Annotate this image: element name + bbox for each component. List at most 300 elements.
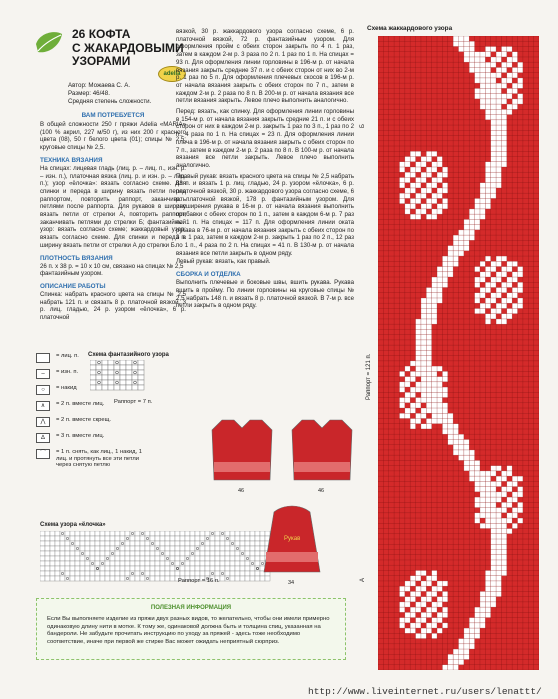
pattern-cell	[491, 298, 496, 303]
pattern-cell	[485, 487, 490, 492]
legend-symbol: ∧	[36, 401, 50, 411]
pattern-cell	[426, 293, 431, 298]
pattern-cell	[459, 450, 464, 455]
left-column	[40, 112, 186, 322]
pattern-cell	[475, 209, 480, 214]
pattern-cell	[496, 172, 501, 177]
grid-cell	[140, 556, 145, 561]
pattern-cell	[501, 529, 506, 534]
pattern-cell	[496, 497, 501, 502]
grid-cell	[70, 546, 75, 551]
grid-cell	[45, 561, 50, 566]
pattern-cell	[496, 115, 501, 120]
pattern-cell	[426, 350, 431, 355]
grid-cell	[180, 531, 185, 536]
grid-cell	[180, 556, 185, 561]
grid-cell	[175, 551, 180, 556]
pattern-cell	[405, 209, 410, 214]
grid-cell	[140, 576, 145, 581]
pattern-cell	[475, 282, 480, 287]
pattern-cell	[416, 356, 421, 361]
pattern-cell	[421, 188, 426, 193]
pattern-cell	[518, 487, 523, 492]
pattern-cell	[421, 387, 426, 392]
pattern-cell	[442, 392, 447, 397]
grid-cell	[108, 385, 114, 390]
pattern-cell	[459, 434, 464, 439]
pattern-cell	[480, 261, 485, 266]
pattern-cell	[416, 329, 421, 334]
pattern-cell	[491, 88, 496, 93]
pattern-cell	[421, 618, 426, 623]
footer-url[interactable]: http://www.liveinternet.ru/users/lenattt/	[308, 686, 542, 697]
pattern-cell	[518, 502, 523, 507]
pattern-cell	[507, 497, 512, 502]
pattern-cell	[507, 529, 512, 534]
pattern-cell	[437, 377, 442, 382]
pattern-cell	[432, 198, 437, 203]
grid-cell	[165, 546, 170, 551]
grid-cell	[185, 566, 190, 571]
grid-cell	[75, 536, 80, 541]
pattern-cell	[421, 408, 426, 413]
pattern-cell	[410, 377, 415, 382]
pattern-cell	[475, 277, 480, 282]
pattern-cell	[437, 418, 442, 423]
pattern-cell	[475, 78, 480, 83]
pattern-cell	[491, 576, 496, 581]
legend-item	[34, 430, 174, 446]
pattern-cell	[469, 214, 474, 219]
pattern-cell	[496, 466, 501, 471]
pattern-cell	[485, 508, 490, 513]
info-heading: ПОЛЕЗНАЯ ИНФОРМАЦИЯ	[150, 605, 232, 611]
grid-cell	[120, 576, 125, 581]
grid-cell	[170, 566, 175, 571]
pattern-cell	[459, 36, 464, 41]
pattern-cell	[501, 151, 506, 156]
legend-symbol	[36, 353, 50, 363]
pattern-cell	[518, 78, 523, 83]
pattern-cell	[469, 466, 474, 471]
pattern-cell	[464, 439, 469, 444]
pattern-cell	[491, 308, 496, 313]
pattern-cell	[480, 597, 485, 602]
grid-cell	[160, 576, 165, 581]
pattern-cell	[416, 607, 421, 612]
pattern-cell	[475, 502, 480, 507]
fantasy-chart	[88, 352, 178, 405]
grid-cell	[110, 556, 115, 561]
pattern-cell	[485, 523, 490, 528]
pattern-cell	[426, 167, 431, 172]
pattern-cell	[485, 476, 490, 481]
grid-cell	[155, 536, 160, 541]
pattern-cell	[475, 308, 480, 313]
fantasy-chart-title: Схема фантазийного узора	[88, 352, 169, 358]
pattern-cell	[485, 94, 490, 99]
pattern-cell	[491, 267, 496, 272]
pattern-cell	[475, 481, 480, 486]
grid-cell	[170, 561, 175, 566]
grid-cell	[105, 576, 110, 581]
info-box	[36, 598, 346, 660]
info-text: Если Вы выполняете изделие из пряжи двух разных видов, то желательно, чтобы они имели примерно одинаковую длину нити в мотке. К тому же, одинаковой должна быть и толщина спиц, указанная на бандероли. Не забудьте прочитать инструкцию по уходу за пряжей - здесь тоже необходимо соответствие, иначе при первой же стирке Вас может ожидать неприятный сюрприз.	[47, 616, 330, 645]
grid-cell	[90, 385, 96, 390]
pattern-cell	[485, 591, 490, 596]
pattern-cell	[491, 104, 496, 109]
grid-cell	[185, 541, 190, 546]
pattern-cell	[416, 413, 421, 418]
pattern-cell	[496, 57, 501, 62]
pattern-cell	[501, 99, 506, 104]
pattern-cell	[518, 492, 523, 497]
pattern-cell	[405, 377, 410, 382]
pattern-cell	[480, 288, 485, 293]
grid-cell	[195, 561, 200, 566]
grid-cell	[80, 556, 85, 561]
pattern-cell	[501, 523, 506, 528]
grid-cell	[130, 531, 135, 536]
pattern-cell	[485, 586, 490, 591]
grid-cell	[108, 370, 114, 375]
grid-cell	[120, 360, 126, 365]
pattern-cell	[410, 151, 415, 156]
grid-cell	[100, 561, 105, 566]
grid-cell	[50, 571, 55, 576]
grid-cell	[140, 541, 145, 546]
pattern-cell	[432, 293, 437, 298]
pattern-cell	[410, 371, 415, 376]
grid-cell	[155, 556, 160, 561]
pattern-cell	[453, 450, 458, 455]
grid-cell	[95, 561, 100, 566]
grid-cell	[195, 571, 200, 576]
pattern-cell	[480, 277, 485, 282]
pattern-cell	[485, 177, 490, 182]
grid-cell	[160, 536, 165, 541]
grid-cell	[190, 566, 195, 571]
pattern-cell	[426, 308, 431, 313]
grid-cell	[145, 551, 150, 556]
legend-item	[34, 446, 174, 468]
grid-cell	[155, 531, 160, 536]
grid-cell	[150, 551, 155, 556]
pattern-cell	[512, 272, 517, 277]
grid-cell	[110, 576, 115, 581]
pattern-cell	[512, 88, 517, 93]
grid-cell	[195, 566, 200, 571]
pattern-cell	[432, 408, 437, 413]
pattern-cell	[496, 319, 501, 324]
pattern-cell	[512, 513, 517, 518]
grid-cell	[95, 546, 100, 551]
grid-cell	[175, 531, 180, 536]
pattern-cell	[469, 476, 474, 481]
fantasy-rapport: Раппорт = 7 п.	[114, 399, 153, 405]
pattern-cell	[426, 597, 431, 602]
pattern-cell	[496, 256, 501, 261]
pattern-cell	[464, 455, 469, 460]
pattern-cell	[491, 109, 496, 114]
pattern-cell	[501, 282, 506, 287]
pattern-cell	[432, 586, 437, 591]
pattern-cell	[464, 230, 469, 235]
pattern-cell	[496, 581, 501, 586]
pattern-cell	[399, 586, 404, 591]
pattern-cell	[437, 408, 442, 413]
grid-cell	[102, 385, 108, 390]
pattern-cell	[491, 83, 496, 88]
pattern-cell	[464, 57, 469, 62]
pattern-cell	[410, 623, 415, 628]
grid-cell	[108, 380, 114, 385]
jacquard-label-b: Б	[360, 124, 366, 128]
pattern-cell	[437, 172, 442, 177]
materials-heading: ВАМ ПОТРЕБУЕТСЯ	[81, 112, 145, 119]
pattern-cell	[480, 481, 485, 486]
grid-cell	[100, 531, 105, 536]
grid-cell	[90, 536, 95, 541]
pattern-cell	[480, 57, 485, 62]
pattern-cell	[507, 481, 512, 486]
pattern-cell	[442, 623, 447, 628]
legend-text: = изн. п.	[56, 369, 79, 375]
pattern-cell	[496, 523, 501, 528]
grid-cell	[55, 576, 60, 581]
pattern-cell	[426, 356, 431, 361]
grid-cell	[175, 546, 180, 551]
pattern-cell	[421, 298, 426, 303]
grid-cell	[55, 536, 60, 541]
pattern-cell	[426, 371, 431, 376]
pattern-cell	[426, 340, 431, 345]
pattern-cell	[469, 46, 474, 51]
pattern-cell	[496, 539, 501, 544]
pattern-cell	[475, 52, 480, 57]
grid-cell	[45, 536, 50, 541]
grid-cell	[90, 370, 96, 375]
grid-cell	[102, 365, 108, 370]
fantasy-chart-grid	[90, 360, 150, 394]
pattern-cell	[480, 618, 485, 623]
pattern-cell	[507, 62, 512, 67]
pattern-cell	[501, 298, 506, 303]
pattern-cell	[459, 46, 464, 51]
pattern-cell	[480, 52, 485, 57]
pattern-cell	[469, 67, 474, 72]
grid-cell	[85, 566, 90, 571]
grid-cell	[114, 375, 120, 380]
pattern-cell	[496, 162, 501, 167]
grid-cell	[170, 576, 175, 581]
grid-cell	[55, 571, 60, 576]
grid-cell	[115, 546, 120, 551]
pattern-cell	[426, 188, 431, 193]
grid-cell	[60, 561, 65, 566]
pattern-cell	[459, 639, 464, 644]
grid-cell	[105, 566, 110, 571]
pattern-cell	[469, 235, 474, 240]
pattern-cell	[496, 288, 501, 293]
grid-cell	[190, 571, 195, 576]
pattern-cell	[507, 466, 512, 471]
grid-cell	[190, 561, 195, 566]
pattern-cell	[464, 466, 469, 471]
pattern-cell	[475, 623, 480, 628]
pattern-cell	[459, 235, 464, 240]
pattern-cell	[426, 398, 431, 403]
grid-cell	[70, 536, 75, 541]
pattern-cell	[399, 618, 404, 623]
pattern-cell	[426, 335, 431, 340]
grid-cell	[65, 551, 70, 556]
pattern-cell	[459, 660, 464, 665]
pattern-cell	[405, 188, 410, 193]
pattern-cell	[437, 382, 442, 387]
grid-cell	[90, 566, 95, 571]
grid-cell	[50, 541, 55, 546]
grid-cell	[80, 546, 85, 551]
pattern-cell	[491, 471, 496, 476]
pattern-cell	[491, 167, 496, 172]
pattern-cell	[480, 78, 485, 83]
pattern-cell	[491, 602, 496, 607]
pattern-cell	[480, 602, 485, 607]
pattern-cell	[491, 151, 496, 156]
pattern-cell	[426, 157, 431, 162]
pattern-cell	[448, 251, 453, 256]
pattern-cell	[448, 413, 453, 418]
pattern-cell	[405, 408, 410, 413]
pattern-cell	[518, 303, 523, 308]
grid-cell	[85, 561, 90, 566]
pattern-cell	[491, 57, 496, 62]
pattern-cell	[421, 324, 426, 329]
pattern-cell	[432, 214, 437, 219]
pattern-cell	[512, 293, 517, 298]
pattern-cell	[416, 382, 421, 387]
pattern-cell	[421, 350, 426, 355]
pattern-cell	[416, 350, 421, 355]
grid-cell	[200, 561, 205, 566]
pattern-cell	[437, 387, 442, 392]
grid-cell	[115, 551, 120, 556]
pattern-cell	[437, 204, 442, 209]
grid-cell	[114, 380, 120, 385]
grid-cell	[140, 561, 145, 566]
pattern-cell	[405, 162, 410, 167]
pattern-cell	[507, 518, 512, 523]
pattern-cell	[501, 555, 506, 560]
pattern-cell	[453, 424, 458, 429]
grid-cell	[115, 561, 120, 566]
pattern-cell	[491, 157, 496, 162]
pattern-cell	[437, 193, 442, 198]
pattern-cell	[432, 382, 437, 387]
pattern-cell	[491, 46, 496, 51]
grid-cell	[138, 370, 144, 375]
pattern-cell	[437, 282, 442, 287]
grid-cell	[140, 536, 145, 541]
pattern-cell	[491, 277, 496, 282]
grid-cell	[115, 541, 120, 546]
pattern-cell	[485, 513, 490, 518]
grid-cell	[145, 566, 150, 571]
legend-symbol: –	[36, 369, 50, 379]
grid-cell	[95, 576, 100, 581]
pattern-cell	[507, 109, 512, 114]
pattern-cell	[432, 366, 437, 371]
sleeve-schematic	[264, 506, 320, 586]
grid-cell	[50, 546, 55, 551]
legend-item	[34, 414, 174, 430]
grid-cell	[75, 556, 80, 561]
grid-cell	[126, 365, 132, 370]
pattern-cell	[442, 413, 447, 418]
grid-cell	[195, 536, 200, 541]
pattern-cell	[501, 272, 506, 277]
pattern-cell	[437, 288, 442, 293]
pattern-cell	[491, 78, 496, 83]
grid-cell	[70, 566, 75, 571]
jacquard-chart	[378, 36, 539, 670]
pattern-cell	[496, 560, 501, 565]
grid-cell	[65, 576, 70, 581]
pattern-cell	[432, 387, 437, 392]
pattern-cell	[437, 177, 442, 182]
pattern-cell	[507, 78, 512, 83]
grid-cell	[200, 551, 205, 556]
pattern-cell	[410, 214, 415, 219]
grid-cell	[114, 360, 120, 365]
pattern-cell	[496, 549, 501, 554]
grid-cell	[160, 571, 165, 576]
pattern-cell	[405, 602, 410, 607]
grid-cell	[65, 541, 70, 546]
grid-cell	[40, 566, 45, 571]
grid-cell	[125, 541, 130, 546]
pattern-cell	[512, 277, 517, 282]
pattern-cell	[416, 198, 421, 203]
pattern-cell	[485, 481, 490, 486]
pattern-cell	[491, 529, 496, 534]
pattern-cell	[501, 534, 506, 539]
grid-cell	[138, 360, 144, 365]
grid-cell	[135, 536, 140, 541]
grid-cell	[150, 566, 155, 571]
pattern-cell	[480, 94, 485, 99]
pattern-cell	[421, 628, 426, 633]
meta-info	[68, 82, 178, 106]
jacquard-band	[214, 462, 270, 472]
pattern-cell	[507, 513, 512, 518]
pattern-cell	[410, 183, 415, 188]
pattern-cell	[469, 623, 474, 628]
pattern-cell	[432, 151, 437, 156]
pattern-cell	[485, 602, 490, 607]
pattern-cell	[491, 560, 496, 565]
grid-cell	[125, 531, 130, 536]
pattern-cell	[485, 78, 490, 83]
pattern-cell	[410, 612, 415, 617]
pattern-cell	[491, 62, 496, 67]
pattern-cell	[416, 403, 421, 408]
pattern-cell	[485, 576, 490, 581]
pattern-cell	[469, 41, 474, 46]
pattern-cell	[453, 649, 458, 654]
width-label: 46	[318, 488, 325, 494]
